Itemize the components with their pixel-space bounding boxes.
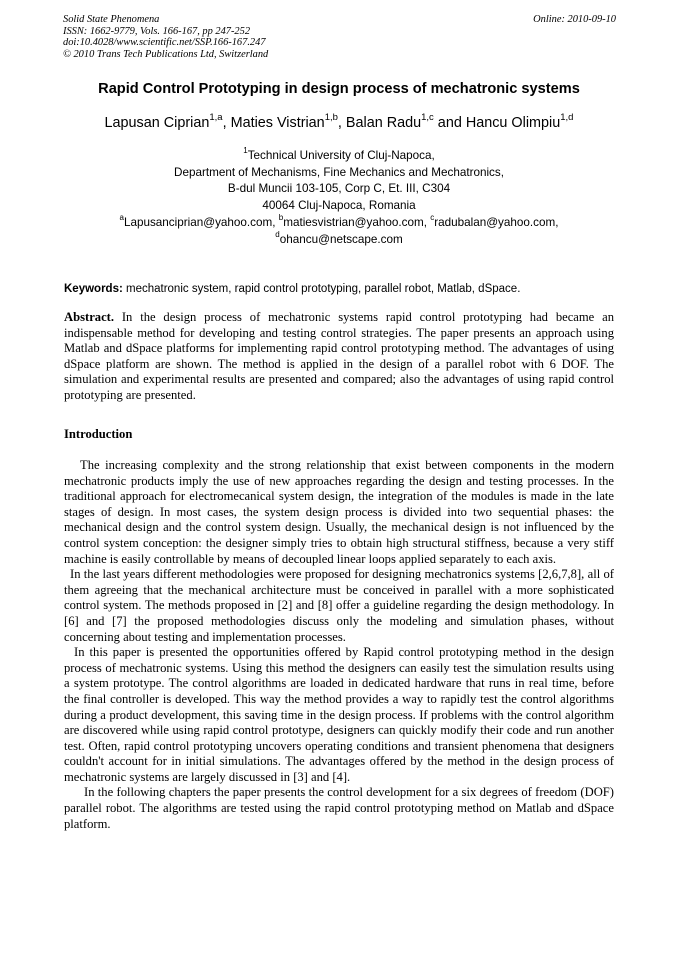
author-separator: and xyxy=(433,115,466,131)
affiliation-block xyxy=(0,148,678,248)
author-affiliation-mark: 1,a xyxy=(209,112,223,124)
email-line xyxy=(0,212,678,232)
email-address: Lapusanciprian@yahoo.com xyxy=(123,215,273,229)
author-name: Maties Vistrian xyxy=(230,115,325,131)
email-separator: , xyxy=(272,215,279,229)
email-address: ohancu@netscape.com xyxy=(279,232,403,246)
body-paragraph: In this paper is presented the opportunities offered by Rapid control prototyping method in the design process of mechatronic systems. Using this method the designers can easily test the simulation results using a system prototype. The control algorithms are loaded in dedicated hardware that runs in real time, before the final controller is developed. This way the method provides a way to rapidly test the control algorithms during a product development, this saving time in the design process. If problems with the control algorithm are discovered while using rapid control prototype, designers can quickly modify their code and run another test. Often, rapid control prototyping uncovers operating conditions and transient phenomena that designers couldn't account for in initial simulations. The advantages offered by the method in the design process of mechatronic systems are largely discussed in [3] and [4]. xyxy=(64,645,614,784)
introduction-body xyxy=(64,458,614,832)
keywords-line xyxy=(64,283,624,295)
author-name: Balan Radu xyxy=(345,115,422,131)
author-affiliation-mark: 1,c xyxy=(421,112,434,124)
affiliation-line: Department of Mechanisms, Fine Mechanics and Mechatronics, xyxy=(174,165,504,179)
email-mark: a xyxy=(119,212,124,222)
copyright-line: © 2010 Trans Tech Publications Ltd, Switzerland xyxy=(63,48,269,60)
section-heading: Introduction xyxy=(64,427,133,441)
journal-header xyxy=(63,14,393,60)
affiliation-line: Technical University of Cluj-Napoca, xyxy=(247,149,435,162)
issn-line: ISSN: 1662-9779, Vols. 166-167, pp 247-252 xyxy=(63,25,251,37)
author-separator: , xyxy=(337,115,346,131)
body-paragraph: The increasing complexity and the strong relationship that exist between components in the modern mechatronic products imply the use of new approaches regarding the design and testing processes. In the traditional approach for electromecanical system design, the integration of the modules is made in the late stages of design. In most cases, the system design process is divided into two sequential phases: the mechanical design and the control system design. Usually, the mechanical design is not influenced by the control system conception: the designer simply tries to obtain high structural stiffness, because a very stiff machine is easily controllable by means of decoupled linear loops applied separately to each axis. xyxy=(64,458,614,566)
author-affiliation-mark: 1,b xyxy=(324,112,338,124)
author-name: Lapusan Ciprian xyxy=(104,115,210,131)
email-mark: d xyxy=(275,229,280,239)
affiliation-mark: 1 xyxy=(243,146,248,156)
affiliation-line: B-dul Muncii 103-105, Corp C, Et. III, C304 xyxy=(227,182,451,196)
email-separator: , xyxy=(555,215,559,229)
abstract xyxy=(64,310,614,404)
paper-title: Rapid Control Prototyping in design process of mechatronic systems xyxy=(98,81,580,97)
author-list xyxy=(0,112,678,131)
author-separator: , xyxy=(222,115,231,131)
keywords-label: Keywords: xyxy=(64,283,123,295)
abstract-label: Abstract. xyxy=(64,310,115,324)
email-address: radubalan@yahoo.com xyxy=(434,215,556,229)
email-mark: c xyxy=(430,212,435,222)
author-affiliation-mark: 1,d xyxy=(560,112,574,124)
abstract-text: In the design process of mechatronic systems rapid control prototyping had became an indispensable method for developing and testing control strategies. The paper presents an approach using Matlab and dSpace platforms for implementing rapid control prototyping method. The advantages of using dSpace platform are shown. The method is applied in the design of a parallel robot with 6 DOF. The simulation and experimental results are presented and compared; also the advantages of using rapid control prototyping are presented. xyxy=(64,310,614,402)
online-date: Online: 2010-09-10 xyxy=(533,14,616,25)
email-separator: , xyxy=(423,215,431,229)
body-paragraph: In the last years different methodologies were proposed for designing mechatronics systems [2,6,7,8], all of them agreeing that the mechanical architecture must be conceived in parallel with a more sophisticated control system. The methods proposed in [2] and [8] offer a guideline regarding the design methodology. In [6] and [7] the proposed methodologies discuss only the modeling and simulation phases, without concerning about testing and implementation processes. xyxy=(64,567,614,644)
email-address: matiesvistrian@yahoo.com xyxy=(283,215,424,229)
journal-name: Solid State Phenomena xyxy=(63,14,160,25)
doi-line: doi:10.4028/www.scientific.net/SSP.166-167.247 xyxy=(63,37,266,49)
author-name: Hancu Olimpiu xyxy=(465,115,561,131)
keywords-text: mechatronic system, rapid control prototyping, parallel robot, Matlab, dSpace. xyxy=(122,283,521,295)
email-line xyxy=(0,229,678,249)
body-paragraph: In the following chapters the paper presents the control development for a six degrees of freedom (DOF) parallel robot. The algorithms are tested using the rapid control prototyping method on Matlab and dSpace platform. xyxy=(64,785,614,831)
affiliation-line: 40064 Cluj-Napoca, Romania xyxy=(262,199,416,213)
email-mark: b xyxy=(278,212,284,222)
